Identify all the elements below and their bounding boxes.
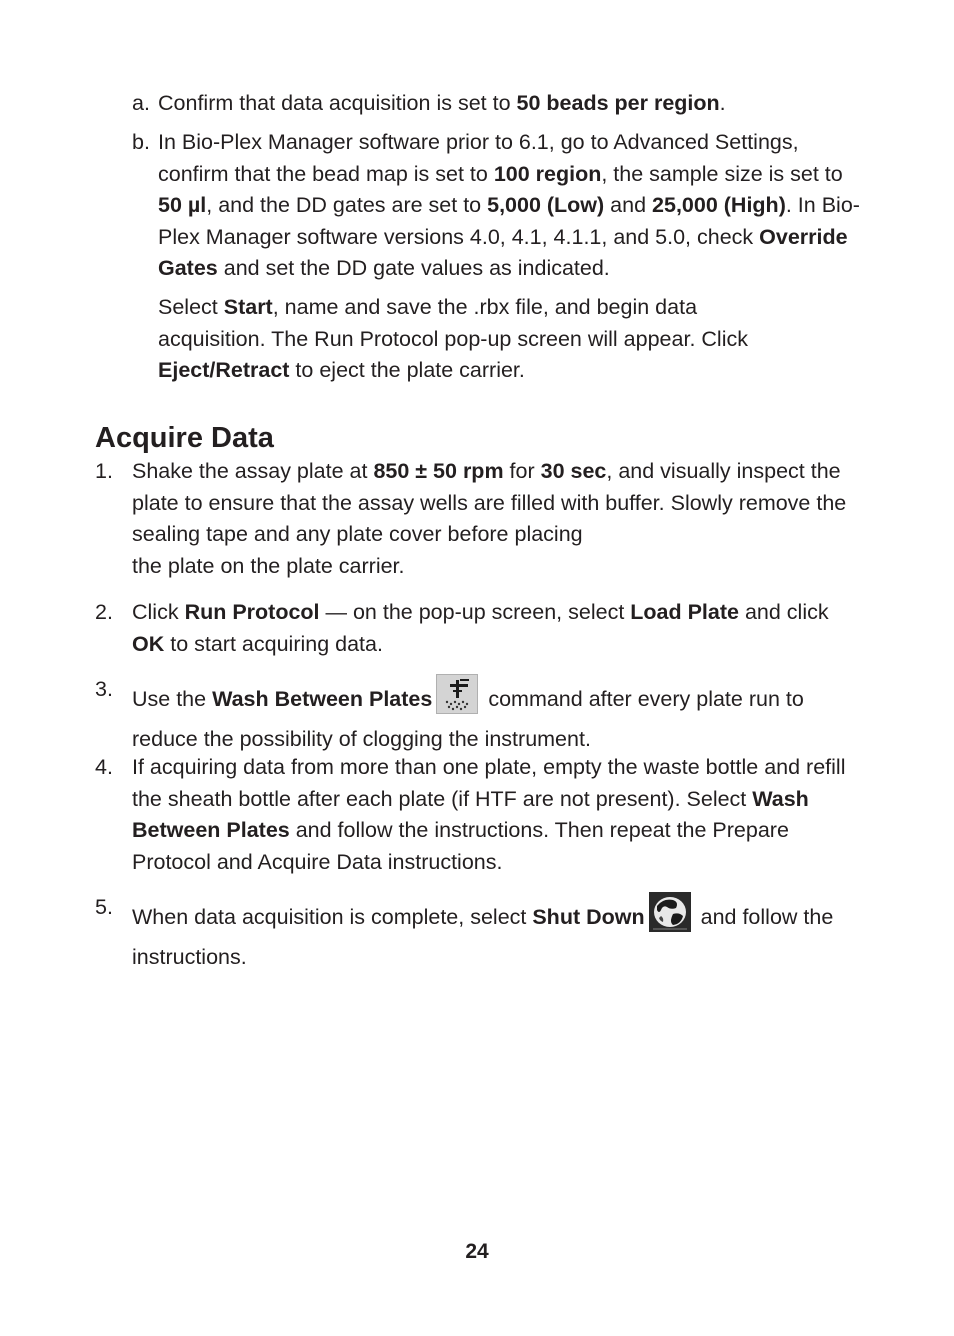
bold-term: Run Protocol — [184, 600, 320, 624]
step-number: 3. — [95, 677, 113, 701]
step-5-text: When data acquisition is complete, select Shut Down and follow the instructions. — [132, 892, 862, 973]
step-number: 1. — [95, 459, 113, 483]
page-number: 24 — [465, 1240, 489, 1263]
shut-down-icon — [649, 892, 691, 942]
bold-term: Start — [223, 295, 273, 319]
bold-term: Shut Down — [532, 905, 645, 929]
bold-term: 100 region — [493, 161, 602, 186]
bold-term: OK — [132, 631, 165, 656]
bold-term: 5,000 (Low) — [487, 193, 605, 217]
bold-term: 30 sec — [540, 459, 607, 483]
substep-a-label: a. — [132, 91, 150, 115]
step-number: 2. — [95, 600, 113, 624]
step-number: 4. — [95, 755, 113, 779]
bold-term: 50 µl — [158, 193, 207, 217]
step-2-text: Click Run Protocol — on the pop-up screen, select Load Plate and click OK to start acquiring data. — [132, 600, 829, 656]
section-heading: Acquire Data — [95, 422, 274, 454]
substep-b-label: b. — [132, 130, 150, 154]
bold-term: 50 beads per region — [516, 91, 720, 115]
step-3-text: Use the Wash Between Plates command after every plate run to reduce the possibility of clogging the instrument. — [132, 674, 852, 755]
bold-term: 25,000 (High) — [652, 193, 786, 217]
substep-b-text: In Bio-Plex Manager software prior to 6.1, go to Advanced Settings, confirm that the bead map is set to 100 region, the sample size is set to 50 µl, and the DD gates are set to 5,000 (Low) and 25,000 (High). In Bio-Plex Manager software versions 4.0, 4.1, 4.1.1, and 5.0, check Override Gates and set the DD gate values as indicated. — [158, 130, 860, 280]
wash-between-plates-icon — [436, 674, 478, 724]
substep-a-text: Confirm that data acquisition is set to 50 beads per region. — [158, 91, 726, 115]
step-4-text: If acquiring data from more than one plate, empty the waste bottle and refill the sheath bottle after each plate (if HTF are not present). Select Wash Between Plates and follow the instructions. Then repeat the Prepare Protocol and Acquire Data instructions. — [132, 755, 846, 874]
bold-term: Wash Between Plates — [132, 786, 809, 842]
bold-term: Override Gates — [158, 224, 848, 280]
step-1-text: Shake the assay plate at 850 ± 50 rpm for 30 sec, and visually inspect the plate to ensure that the assay wells are filled with buffer. Slowly remove the sealing tape and any plate cover before placing the plate on the plate carrier. — [132, 459, 847, 578]
step-number: 5. — [95, 895, 113, 919]
select-start-paragraph: Select Start, name and save the .rbx file, and begin data acquisition. The Run Protocol pop-up screen will appear. Click Eject/Retract to eject the plate carrier. — [158, 295, 748, 382]
bold-term: 850 ± 50 rpm — [373, 459, 504, 483]
bold-term: Load Plate — [630, 600, 739, 624]
bold-term: Eject/Retract — [158, 358, 290, 382]
bold-term: Wash Between Plates — [212, 687, 433, 711]
